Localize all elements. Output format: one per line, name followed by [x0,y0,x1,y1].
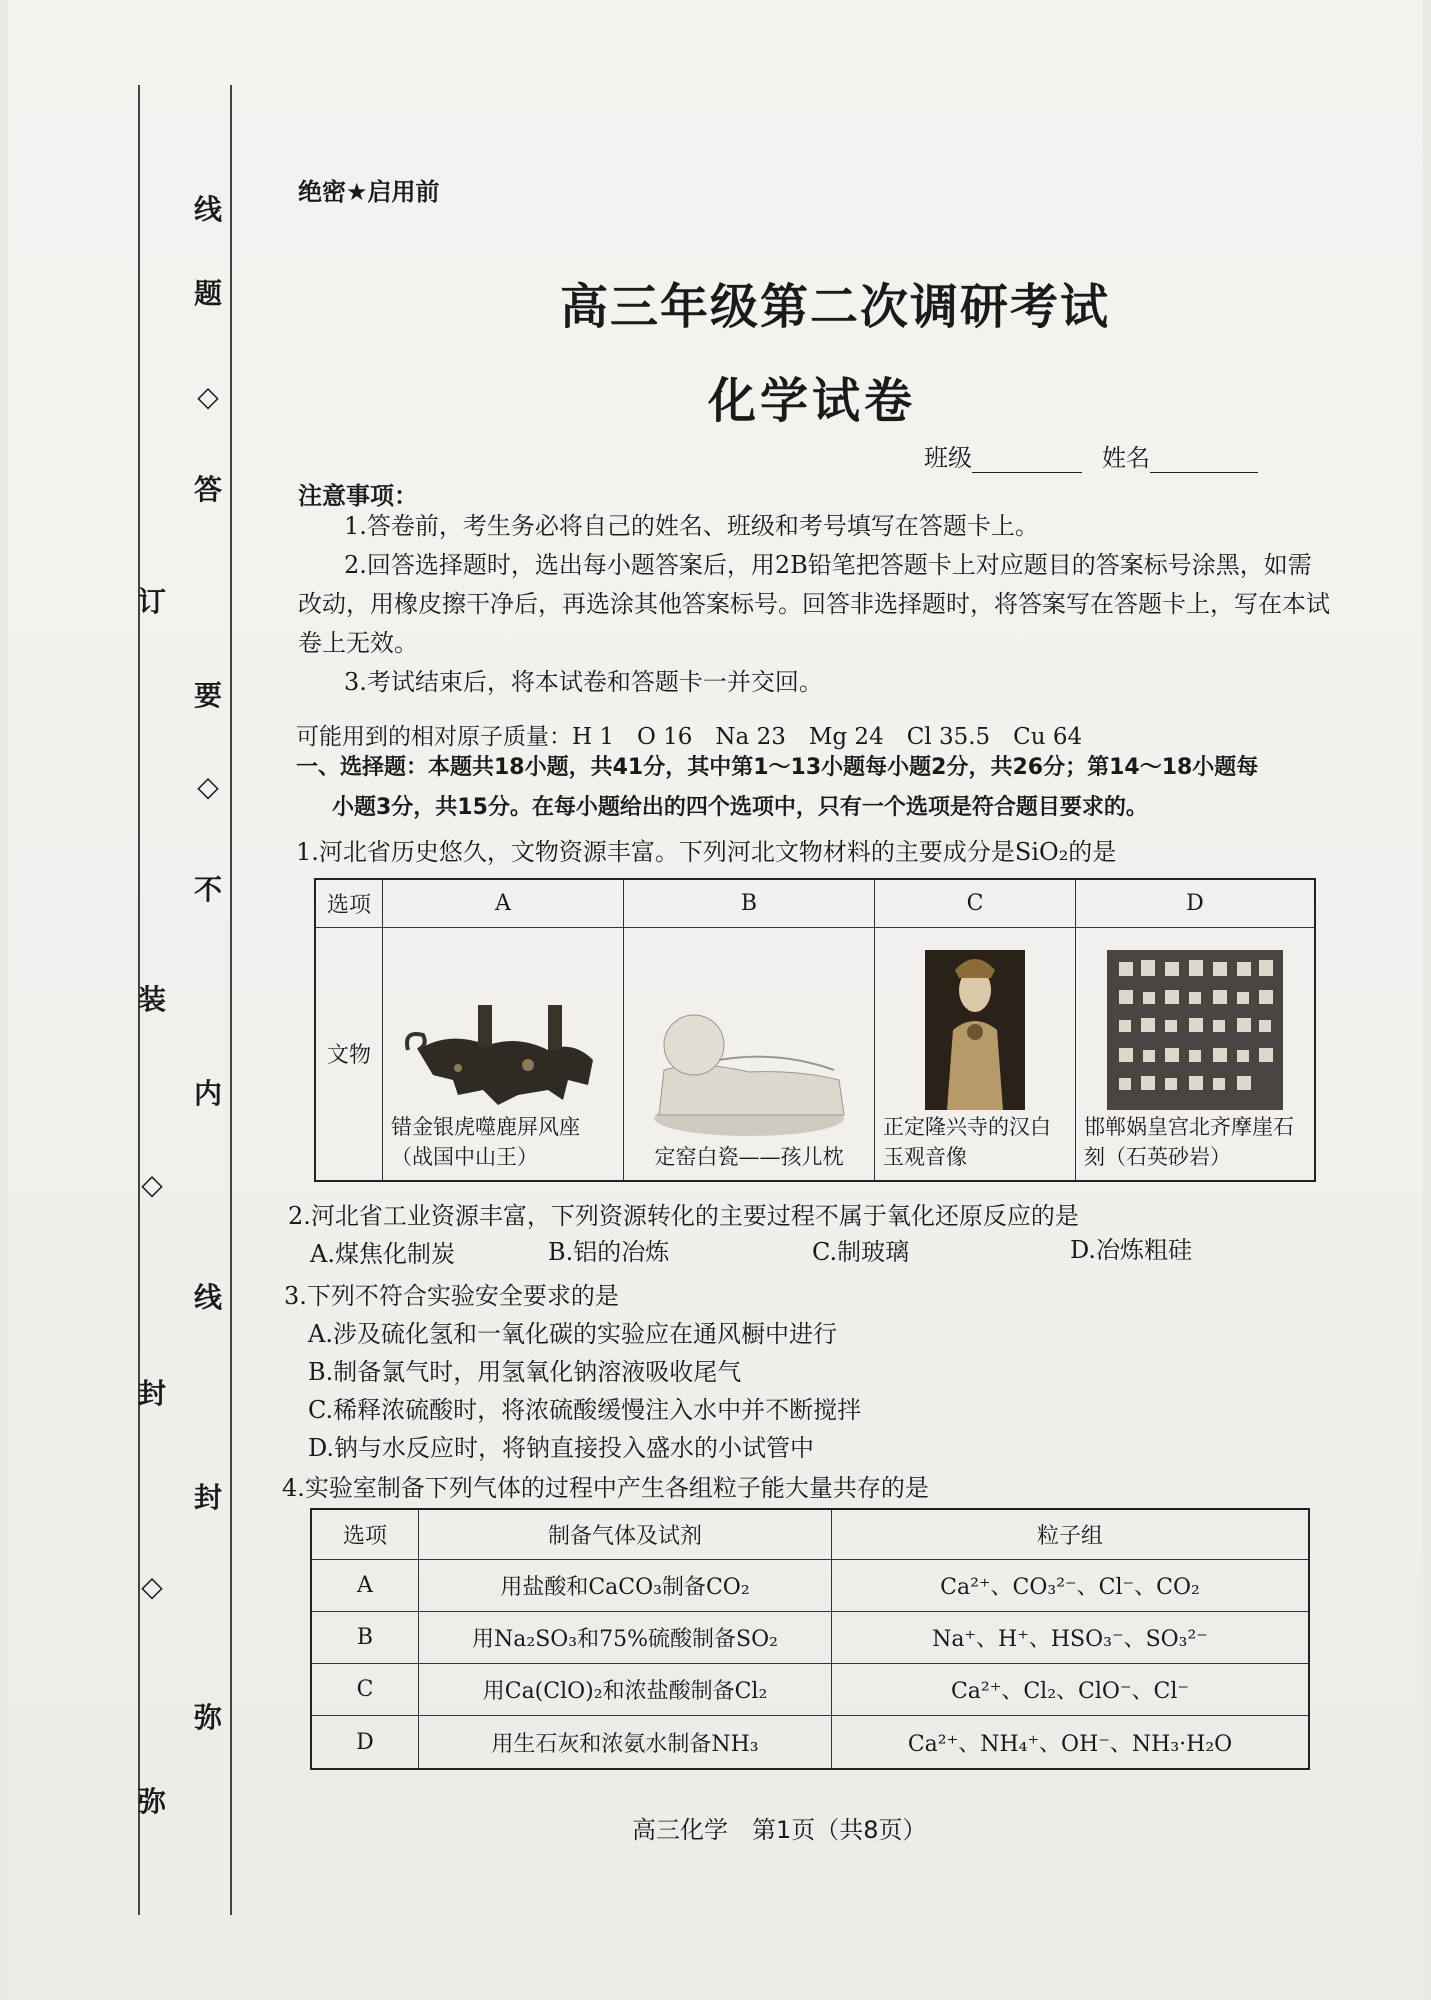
binding-char: ◇ [197,770,219,803]
binding-char: 封 [193,1481,223,1514]
binding-char: 装 [137,983,167,1016]
option-c: C.稀释浓硫酸时，将浓硫酸缓慢注入水中并不断搅拌 [308,1396,862,1424]
notice-item: 改动，用橡皮擦干净后，再选涂其他答案标号。回答非选择题时，将答案写在答题卡上，写在本试 [298,590,1330,618]
relic-caption: 定窑白瓷——孩儿枕 [654,1145,844,1169]
tiger-screen-image [398,990,608,1110]
option-b: B.铝的冶炼 [548,1238,670,1266]
notice-item: 卷上无效。 [298,629,418,657]
name-label: 姓名 [1102,444,1150,472]
binding-char: 要 [193,679,223,712]
binding-char: 订 [137,585,167,618]
binding-char: 弥 [193,1701,223,1734]
row-particles: Ca²⁺、CO₃²⁻、Cl⁻、CO₂ [832,1559,1310,1611]
section-heading: 小题3分，共15分。在每小题给出的四个选项中，只有一个选项是符合题目要求的。 [332,795,1148,820]
relic-cell-d [1076,927,1316,1181]
name-field [1102,438,1258,473]
table-header: A [383,879,624,927]
row-reagent: 用Na₂SO₃和75%硫酸制备SO₂ [419,1611,832,1663]
binding-char: 不 [193,873,223,906]
question-stem: 4.实验室制备下列气体的过程中产生各组粒子能大量共存的是 [282,1474,929,1502]
atomic-masses: 可能用到的相对原子质量：H 1 O 16 Na 23 Mg 24 Cl 35.5 Cu 64 [296,724,1083,750]
rock-inscription-image [1107,950,1283,1110]
binding-char: 封 [137,1377,167,1410]
class-blank [972,450,1082,473]
binding-char: 线 [193,1281,223,1314]
table-header: 制备气体及试剂 [419,1509,832,1559]
class-label: 班级 [924,444,972,472]
notice-heading: 注意事项： [298,482,418,510]
row-particles: Na⁺、H⁺、HSO₃⁻、SO₃²⁻ [832,1611,1310,1663]
binding-char: ◇ [141,1168,163,1201]
exam-title: 高三年级第二次调研考试 [560,279,1111,335]
row-reagent: 用生石灰和浓氨水制备NH₃ [419,1716,832,1769]
guanyin-statue-image [925,950,1025,1110]
table-header: 选项 [311,1509,419,1559]
option-a: A.煤焦化制炭 [310,1240,455,1268]
row-key: D [311,1716,419,1769]
table-header: 粒子组 [832,1509,1310,1559]
binding-char: ◇ [197,380,219,413]
notice-item: 2.回答选择题时，选出每小题答案后，用2B铅笔把答题卡上对应题目的答案标号涂黑，如需 [344,551,1312,579]
question-stem: 2.河北省工业资源丰富，下列资源转化的主要过程不属于氧化还原反应的是 [288,1202,1079,1230]
page-footer: 高三化学 第1页（共8页） [632,1816,927,1844]
row-particles: Ca²⁺、NH₄⁺、OH⁻、NH₃·H₂O [832,1716,1310,1769]
table-row [311,1559,1309,1611]
q4-table [310,1508,1310,1770]
row-reagent: 用盐酸和CaCO₃制备CO₂ [419,1559,832,1611]
row-key: B [311,1611,419,1663]
relic-cell-c [875,927,1076,1181]
table-header: C [875,879,1076,927]
option-d: D.冶炼粗硅 [1070,1236,1193,1264]
binding-char: 答 [193,473,223,506]
binding-char: 题 [193,277,223,310]
table-header: D [1076,879,1316,927]
option-b: B.制备氯气时，用氢氧化钠溶液吸收尾气 [308,1358,742,1386]
binding-char: ◇ [141,1570,163,1603]
binding-char: 弥 [137,1785,167,1818]
table-row [311,1664,1309,1716]
table-header: 选项 [315,879,383,927]
class-field [924,438,1082,473]
row-key: C [311,1664,419,1716]
table-header: B [624,879,875,927]
table-row [311,1716,1309,1769]
row-particles: Ca²⁺、Cl₂、ClO⁻、Cl⁻ [832,1664,1310,1716]
question-stem: 3.下列不符合实验安全要求的是 [284,1282,619,1310]
relic-caption: 正定隆兴寺的汉白玉观音像 [883,1115,1051,1169]
section-heading: 一、选择题：本题共18小题，共41分，其中第1～13小题每小题2分，共26分；第14～18小题每 [296,755,1259,780]
notice-item: 3.考试结束后，将本试卷和答题卡一并交回。 [344,668,823,696]
binding-char: 线 [193,193,223,226]
q1-table [314,878,1316,1182]
option-c: C.制玻璃 [812,1238,910,1266]
row-key: A [311,1559,419,1611]
relic-caption: 错金银虎噬鹿屏风座（战国中山王） [391,1115,580,1169]
table-row [311,1611,1309,1663]
option-d: D.钠与水反应时，将钠直接投入盛水的小试管中 [308,1434,815,1462]
exam-subtitle: 化学试卷 [708,373,917,429]
binding-char: 内 [193,1077,223,1110]
name-blank [1150,450,1258,473]
row-reagent: 用Ca(ClO)₂和浓盐酸制备Cl₂ [419,1664,832,1716]
child-pillow-image [639,1000,859,1140]
relic-caption: 邯郸娲皇宫北齐摩崖石刻（石英砂岩） [1084,1115,1294,1169]
confidential-label: 绝密★启用前 [298,178,440,206]
question-stem: 1.河北省历史悠久，文物资源丰富。下列河北文物材料的主要成分是SiO₂的是 [296,838,1117,866]
row-label: 文物 [315,927,383,1181]
option-a: A.涉及硫化氢和一氧化碳的实验应在通风橱中进行 [308,1320,837,1348]
relic-cell-a [383,927,624,1181]
notice-item: 1.答卷前，考生务必将自己的姓名、班级和考号填写在答题卡上。 [344,512,1039,540]
relic-cell-b [624,927,875,1181]
